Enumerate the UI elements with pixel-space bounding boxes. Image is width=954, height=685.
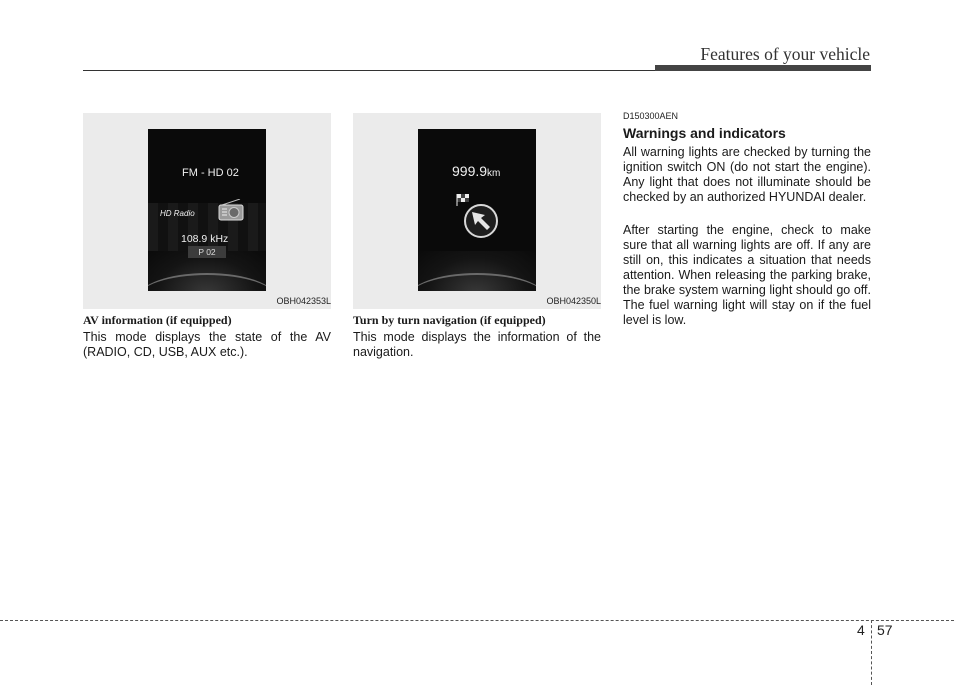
radio-band-label: FM - HD 02 <box>182 167 239 179</box>
page-header-title: Features of your vehicle <box>700 44 870 64</box>
distance-value: 999.9 <box>452 163 488 179</box>
footer-divider <box>0 620 954 621</box>
radio-frequency: 108.9 kHz <box>181 233 229 245</box>
section-paragraph-2: After starting the engine, check to make sure that all warning lights are off. If any are still on, this indicates a situation that needs attention. When releasing the parking brake, the brake system warning light should go off. The fuel warning light will stay on if the fuel level is low. <box>623 223 871 327</box>
hd-radio-logo: HD Radio <box>160 209 195 218</box>
distance-unit: km <box>487 168 501 179</box>
figure-navigation <box>353 113 601 309</box>
figure-av-information <box>83 113 331 309</box>
distance-readout <box>452 163 500 179</box>
figure-code: OBH042353L <box>276 296 331 306</box>
figure-caption-navigation: Turn by turn navigation (if equipped) <box>353 313 546 327</box>
figure-code: OBH042350L <box>546 296 601 306</box>
footer-divider-vertical <box>871 620 872 685</box>
section-heading: Warnings and indicators <box>623 125 786 141</box>
figure-body-navigation: This mode displays the information of the navigation. <box>353 330 601 359</box>
header-rule-accent <box>655 65 871 71</box>
figure-body-av: This mode displays the state of the AV (RADIO, CD, USB, AUX etc.). <box>83 330 331 359</box>
chapter-number: 4 <box>857 622 865 638</box>
turn-direction-arrow-icon <box>463 203 499 239</box>
radio-preset: P 02 <box>188 246 226 258</box>
section-code: D150300AEN <box>623 111 679 121</box>
cluster-display-navigation <box>418 129 536 291</box>
section-paragraph-1: All warning lights are checked by turning the ignition switch ON (do not start the engine). Any light that does not illuminate should be checked by an authorized HYUNDAI dealer. <box>623 145 871 204</box>
figure-caption-av: AV information (if equipped) <box>83 313 232 327</box>
cluster-display-av <box>148 129 266 291</box>
page-number: 57 <box>877 622 893 638</box>
radio-icon <box>218 199 244 221</box>
